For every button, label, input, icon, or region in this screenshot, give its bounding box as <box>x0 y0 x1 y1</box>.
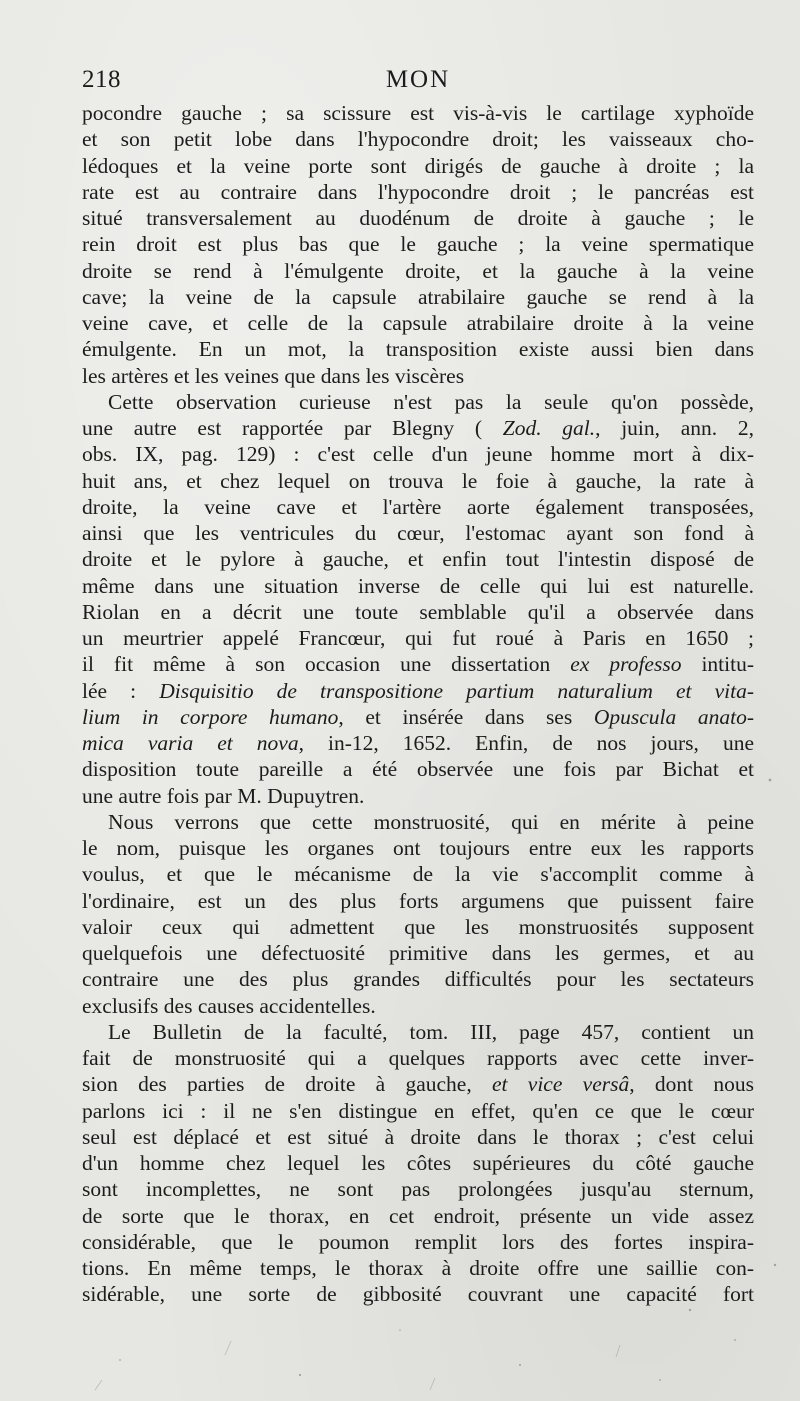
text-line: obs. IX, pag. 129) : c'est celle d'un jeune homme mort à dix- <box>82 442 754 467</box>
text-line: le nom, puisque les organes ont toujours entre eux les rapports <box>82 836 754 860</box>
text-line: contraire une des plus grandes difficultés pour les sectateurs <box>82 967 754 992</box>
text-line: et son petit lobe dans l'hypocondre droit; les vaisseaux cho- <box>82 127 754 152</box>
text-line: une autre est rapportée par Blegny ( Zod. gal., juin, ann. 2, <box>82 416 754 440</box>
text-line: seul est déplacé et est situé à droite dans le thorax ; c'est celui <box>82 1124 754 1149</box>
text-line: cave; la veine de la capsule atrabilaire gauche se rend à la <box>82 284 754 309</box>
text-line: considérable, que le poumon remplit lors des fortes inspira- <box>82 1229 754 1254</box>
text-line: sont incomplettes, ne sont pas prolongées jusqu'au sternum, <box>82 1177 754 1202</box>
text-line: un meurtrier appelé Francœur, qui fut roué à Paris en 1650 ; <box>82 626 754 650</box>
text-line: droite, la veine cave et l'artère aorte également transposées, <box>82 494 754 519</box>
text-line: mica varia et nova, in-12, 1652. Enfin, de nos jours, une <box>82 731 754 755</box>
running-headword: MON <box>385 66 451 93</box>
text-line: Le Bulletin de la faculté, tom. III, page 457, contient un <box>108 1019 754 1044</box>
text-line: Nous verrons que cette monstruosité, qui en mérite à peine <box>108 809 754 834</box>
page-number: 218 <box>82 66 121 93</box>
text-line: parlons ici : il ne s'en distingue en effet, qu'en ce que le cœur <box>82 1098 754 1123</box>
text-line: de sorte que le thorax, en cet endroit, présente un vide assez <box>82 1203 754 1228</box>
text-line: huit ans, et chez lequel on trouva le foie à gauche, la rate à <box>82 468 754 493</box>
text-line: il fit même à son occasion une dissertation ex professo intitu- <box>82 652 754 677</box>
text-line: disposition toute pareille a été observée une fois par Bichat et <box>82 757 754 782</box>
text-line: ainsi que les ventricules du cœur, l'estomac ayant son fond à <box>82 521 754 545</box>
text-line: pocondre gauche ; sa scissure est vis-à-vis le cartilage xyphoïde <box>82 101 754 125</box>
text-line: lée : Disquisitio de transpositione partium naturalium et vita- <box>82 678 754 703</box>
text-line: veine cave, et celle de la capsule atrabilaire droite à la veine <box>82 311 754 335</box>
text-line: quelquefois une défectuosité primitive dans les germes, et au <box>82 941 754 965</box>
text-line: une autre fois par M. Dupuytren. <box>82 783 365 808</box>
text-line: l'ordinaire, est un des plus forts argumens que puissent faire <box>82 888 754 913</box>
text-line: émulgente. En un mot, la transposition existe aussi bien dans <box>82 337 754 362</box>
running-head <box>82 66 754 96</box>
body-text <box>82 100 754 1308</box>
text-line: tions. En même temps, le thorax à droite offre une saillie con- <box>82 1256 754 1280</box>
text-line: exclusifs des causes accidentelles. <box>82 993 376 1018</box>
text-line: d'un homme chez lequel les côtes supérieures du côté gauche <box>82 1151 754 1175</box>
text-line: lium in corpore humano, et insérée dans ses Opuscula anato- <box>82 704 754 729</box>
text-line: droite se rend à l'émulgente droite, et la gauche à la veine <box>82 258 754 283</box>
text-line: fait de monstruosité qui a quelques rapports avec cette inver- <box>82 1046 754 1070</box>
text-line: même dans une situation inverse de celle qui lui est naturelle. <box>82 573 754 598</box>
text-line: voulus, et que le mécanisme de la vie s'accomplit comme à <box>82 862 754 887</box>
text-line: sion des parties de droite à gauche, et vice versâ, dont nous <box>82 1072 755 1097</box>
text-line: Riolan en a décrit une toute semblable qu'il a observée dans <box>82 599 754 624</box>
text-line: valoir ceux qui admettent que les monstruosités supposent <box>82 914 754 939</box>
text-line: Cette observation curieuse n'est pas la seule qu'on possède, <box>108 389 754 414</box>
text-line: sidérable, une sorte de gibbosité couvrant une capacité fort <box>82 1282 754 1307</box>
text-line: rein droit est plus bas que le gauche ; la veine spermatique <box>82 232 754 257</box>
text-line: lédoques et la veine porte sont dirigés de gauche à droite ; la <box>82 153 754 178</box>
text-line: situé transversalement au duodénum de droite à gauche ; le <box>82 206 754 230</box>
text-line: les artères et les veines que dans les viscères <box>82 363 465 388</box>
text-line: droite et le pylore à gauche, et enfin tout l'intestin disposé de <box>82 547 754 572</box>
text-line: rate est au contraire dans l'hypocondre droit ; le pancréas est <box>82 179 754 204</box>
